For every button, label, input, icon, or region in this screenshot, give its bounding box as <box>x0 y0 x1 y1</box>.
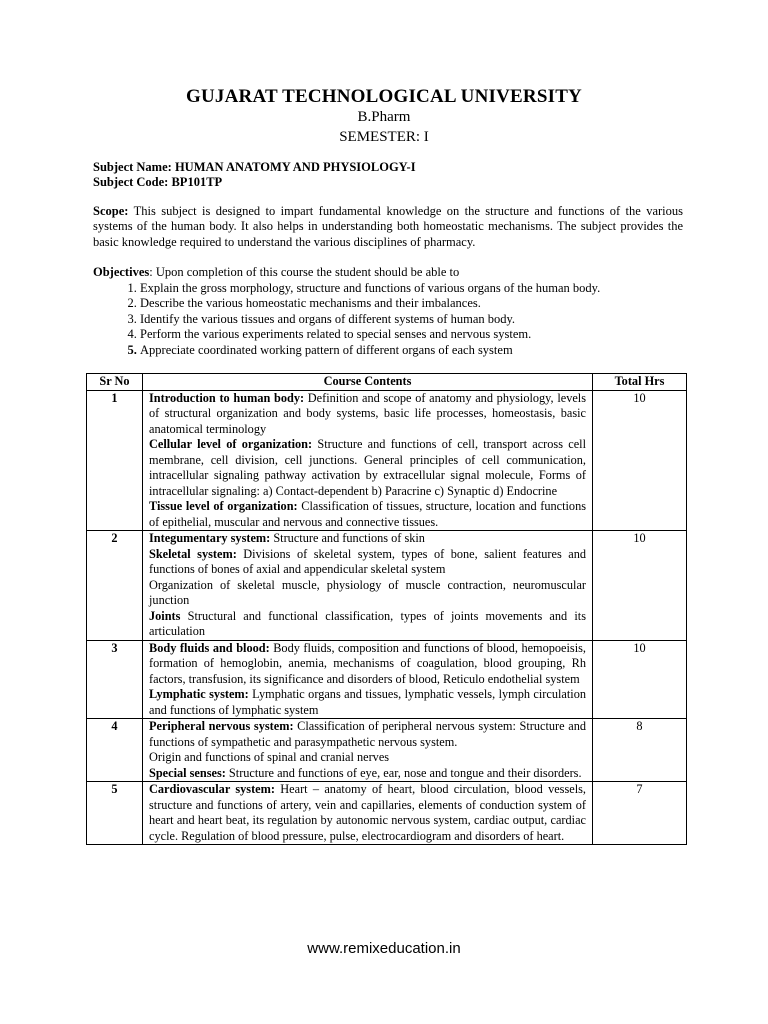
content-segment <box>149 531 586 547</box>
topic-text: Origin and functions of spinal and cranial nerves <box>149 750 390 764</box>
subject-code-label: Subject Code: <box>93 175 169 189</box>
objective-item: 2. Describe the various homeostatic mechanisms and their imbalances. <box>140 296 683 312</box>
course-content-cell <box>143 719 593 782</box>
topic-heading: Joints <box>149 608 181 623</box>
topic-heading: Introduction to human body: <box>149 390 305 405</box>
subject-name-label: Subject Name: <box>93 160 172 174</box>
topic-text: Structural and functional classification, types of joints movements and its articulation <box>149 608 586 638</box>
subject-name-line <box>93 160 416 175</box>
content-segment <box>149 391 586 438</box>
table-row <box>87 782 687 845</box>
topic-text: Organization of skeletal muscle, physiology of muscle contraction, neuromuscular junction <box>149 577 586 607</box>
topic-heading: Cellular level of organization: <box>149 437 313 451</box>
total-hrs-cell: 7 <box>593 782 687 845</box>
table-row <box>87 640 687 719</box>
table-row <box>87 390 687 531</box>
topic-text: Structure and functions of cell, transport across cell membrane, cell division, cell junctions. General principles of cell communication, intracellular signaling pathway activation by extracellular signal molecule, Forms of intracellular signaling: a) Contact-dependent b) Paracrine c) Synaptic d) Endocrine <box>149 437 586 498</box>
university-title: GUJARAT TECHNOLOGICAL UNIVERSITY <box>186 86 582 107</box>
content-segment <box>149 578 586 609</box>
topic-text: Lymphatic organs and tissues, lymphatic vessels, lymph circulation and functions of lymphatic system <box>149 687 586 717</box>
content-segment <box>149 609 586 640</box>
topic-text: Heart – anatomy of heart, blood circulation, blood vessels, structure and functions of artery, vein and capillaries, elements of conduction system of heart and heart beat, its regulation by autonomic nervous system, cardiac output, cardiac cycle. Regulation of blood pressure, pulse, electrocardiogram and disorders of heart. <box>149 782 586 843</box>
total-hrs-cell: 10 <box>593 390 687 531</box>
sr-no-cell: 3 <box>87 640 143 719</box>
footer-website: www.remixeducation.in <box>307 940 461 957</box>
sr-no-cell: 4 <box>87 719 143 782</box>
objectives-label: Objectives <box>93 265 150 279</box>
topic-heading: Lymphatic system: <box>149 687 249 701</box>
objectives-list <box>93 281 683 359</box>
sr-no-cell: 2 <box>87 531 143 641</box>
topic-text: Divisions of skeletal system, types of bone, salient features and functions of bones of axial and appendicular skeletal system <box>149 546 586 576</box>
header-course-contents: Course Contents <box>143 374 593 391</box>
subject-name: HUMAN ANATOMY AND PHYSIOLOGY-I <box>174 160 416 174</box>
topic-text: Structure and functions of eye, ear, nose and tongue and their disorders. <box>225 765 582 780</box>
objective-item: 1. Explain the gross morphology, structure and functions of various organs of the human body. <box>140 281 683 297</box>
topic-heading: Cardiovascular system: <box>149 782 275 796</box>
table-row <box>87 531 687 641</box>
topic-text: Body fluids, composition and functions of blood, hemopoeisis, formation of hemoglobin, anemia, mechanisms of coagulation, blood grouping, Rh factors, transfusion, its significance and disorders of blood, Reticulo endothelial system <box>149 640 586 686</box>
content-segment <box>149 437 586 499</box>
objectives-intro: : Upon completion of this course the student should be able to <box>149 265 460 279</box>
topic-text: Structure and functions of skin <box>270 531 425 545</box>
semester-label: SEMESTER: I <box>339 129 429 145</box>
content-segment <box>149 499 586 530</box>
objective-item: 4. Perform the various experiments related to special senses and nervous system. <box>140 327 683 343</box>
topic-heading: Body fluids and blood: <box>149 640 270 655</box>
content-segment <box>149 641 586 688</box>
topic-text: Definition and scope of anatomy and physiology, levels of structural organization and body systems, basic life processes, homeostasis, basic anatomical terminology <box>149 390 586 436</box>
subject-code-line <box>93 175 416 190</box>
topic-heading: Peripheral nervous system: <box>149 719 294 733</box>
content-segment <box>149 719 586 750</box>
objective-item: 3. Identify the various tissues and organs of different systems of human body. <box>140 312 683 328</box>
scope-text: This subject is designed to impart fundamental knowledge on the structure and functions of the various systems of the human body. It also helps in understanding both homeostatic mechanisms. The subject provides the basic knowledge required to understand the various disciplines of pharmacy. <box>93 204 683 249</box>
content-segment <box>149 782 586 844</box>
program-name: B.Pharm <box>357 109 411 125</box>
topic-heading: Integumentary system: <box>149 531 271 545</box>
objectives-intro-line <box>93 265 683 281</box>
scope-label: Scope: <box>93 204 129 218</box>
course-content-cell <box>143 640 593 719</box>
total-hrs-cell: 8 <box>593 719 687 782</box>
topic-heading: Skeletal system: <box>149 546 237 561</box>
table-row <box>87 719 687 782</box>
topic-text: Classification of peripheral nervous system: Structure and functions of sympathetic and parasympathetic nervous system. <box>149 719 586 749</box>
sr-no-cell: 5 <box>87 782 143 845</box>
sr-no-cell: 1 <box>87 390 143 531</box>
subject-info <box>93 160 416 190</box>
scope-paragraph <box>93 204 683 250</box>
content-segment <box>149 766 586 782</box>
header-sr-no: Sr No <box>87 374 143 391</box>
table-body <box>87 390 687 845</box>
content-segment <box>149 750 586 766</box>
content-segment <box>149 687 586 718</box>
course-content-cell <box>143 531 593 641</box>
subject-code: BP101TP <box>171 175 223 189</box>
content-segment <box>149 547 586 578</box>
topic-heading: Tissue level of organization: <box>149 499 298 513</box>
objective-item: 5. Appreciate coordinated working pattern of different organs of each system <box>140 343 683 359</box>
topic-heading: Special senses: <box>149 765 226 780</box>
objectives-section <box>93 265 683 359</box>
total-hrs-cell: 10 <box>593 531 687 641</box>
course-content-cell <box>143 390 593 531</box>
course-content-cell <box>143 782 593 845</box>
header-total-hrs: Total Hrs <box>593 374 687 391</box>
course-contents-table <box>86 373 687 845</box>
topic-text: Classification of tissues, structure, location and functions of epithelial, muscular and nervous and connective tissues. <box>149 499 586 529</box>
total-hrs-cell: 10 <box>593 640 687 719</box>
table-header-row <box>87 374 687 391</box>
